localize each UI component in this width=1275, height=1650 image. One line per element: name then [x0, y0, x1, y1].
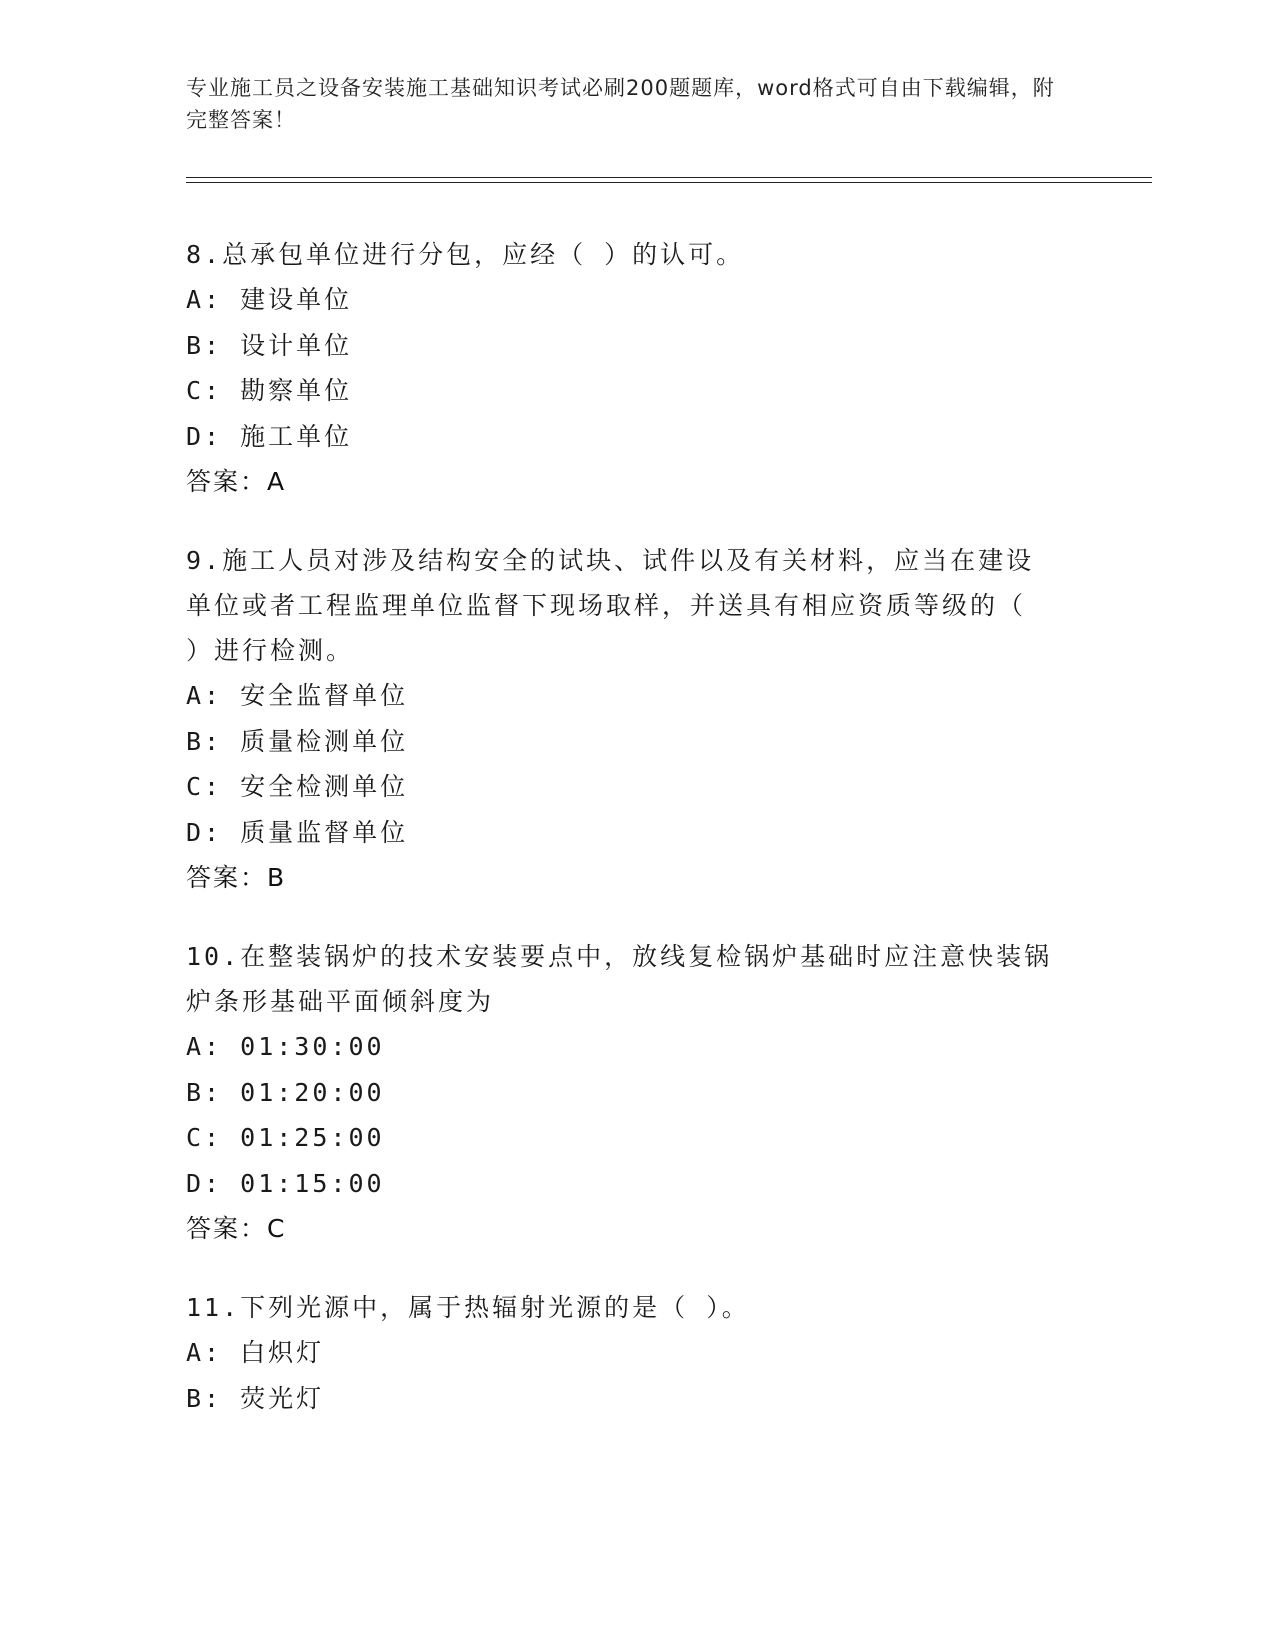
answer-line — [186, 855, 1086, 900]
question-text: 8.总承包单位进行分包，应经（ ）的认可。 — [186, 240, 745, 269]
header-divider-bottom — [186, 182, 1152, 183]
option-a: A: 01:30:00 — [186, 1032, 385, 1061]
option-b: B: 质量检测单位 — [186, 726, 409, 756]
option-a: A: 建设单位 — [186, 285, 353, 314]
option-d: D: 施工单位 — [186, 421, 353, 451]
answer-line — [186, 1206, 1086, 1251]
answer-line — [186, 459, 1086, 504]
question-list — [186, 232, 1086, 1455]
question-text: 9.施工人员对涉及结构安全的试块、试件以及有关材料，应当在建设单位或者工程监理单位监督下现场取样，并送具有相应资质等级的（ ）进行检测。 — [186, 546, 1035, 665]
question-11 — [186, 1285, 1086, 1421]
option-b: B: 荧光灯 — [186, 1383, 325, 1413]
option-c: C: 01:25:00 — [186, 1123, 385, 1152]
option-c: C: 安全检测单位 — [186, 772, 409, 801]
document-header-title: 专业施工员之设备安装施工基础知识考试必刷200题题库，word格式可自由下载编辑，附完整答案！ — [186, 76, 1055, 132]
option-b: B: 设计单位 — [186, 330, 353, 360]
answer-label: 答案： — [186, 467, 268, 496]
option-b: B: 01:20:00 — [186, 1077, 385, 1107]
question-10 — [186, 934, 1086, 1251]
question-text: 10.在整装锅炉的技术安装要点中，放线复检锅炉基础时应注意快装锅炉条形基础平面倾斜度为 — [186, 942, 1053, 1016]
option-d: D: 01:15:00 — [186, 1168, 385, 1198]
answer-label: 答案： — [186, 1214, 268, 1243]
option-d: D: 质量监督单位 — [186, 817, 409, 847]
question-8 — [186, 232, 1086, 504]
answer-value: A — [267, 467, 285, 496]
option-a: A: 安全监督单位 — [186, 681, 409, 710]
answer-label: 答案： — [186, 863, 268, 892]
answer-value: C — [267, 1214, 285, 1243]
option-a: A: 白炽灯 — [186, 1338, 325, 1367]
answer-value: B — [267, 863, 285, 892]
header-divider-top — [186, 177, 1152, 178]
option-c: C: 勘察单位 — [186, 376, 353, 405]
question-text: 11.下列光源中，属于热辐射光源的是（ ）。 — [186, 1293, 750, 1322]
question-9 — [186, 538, 1086, 900]
